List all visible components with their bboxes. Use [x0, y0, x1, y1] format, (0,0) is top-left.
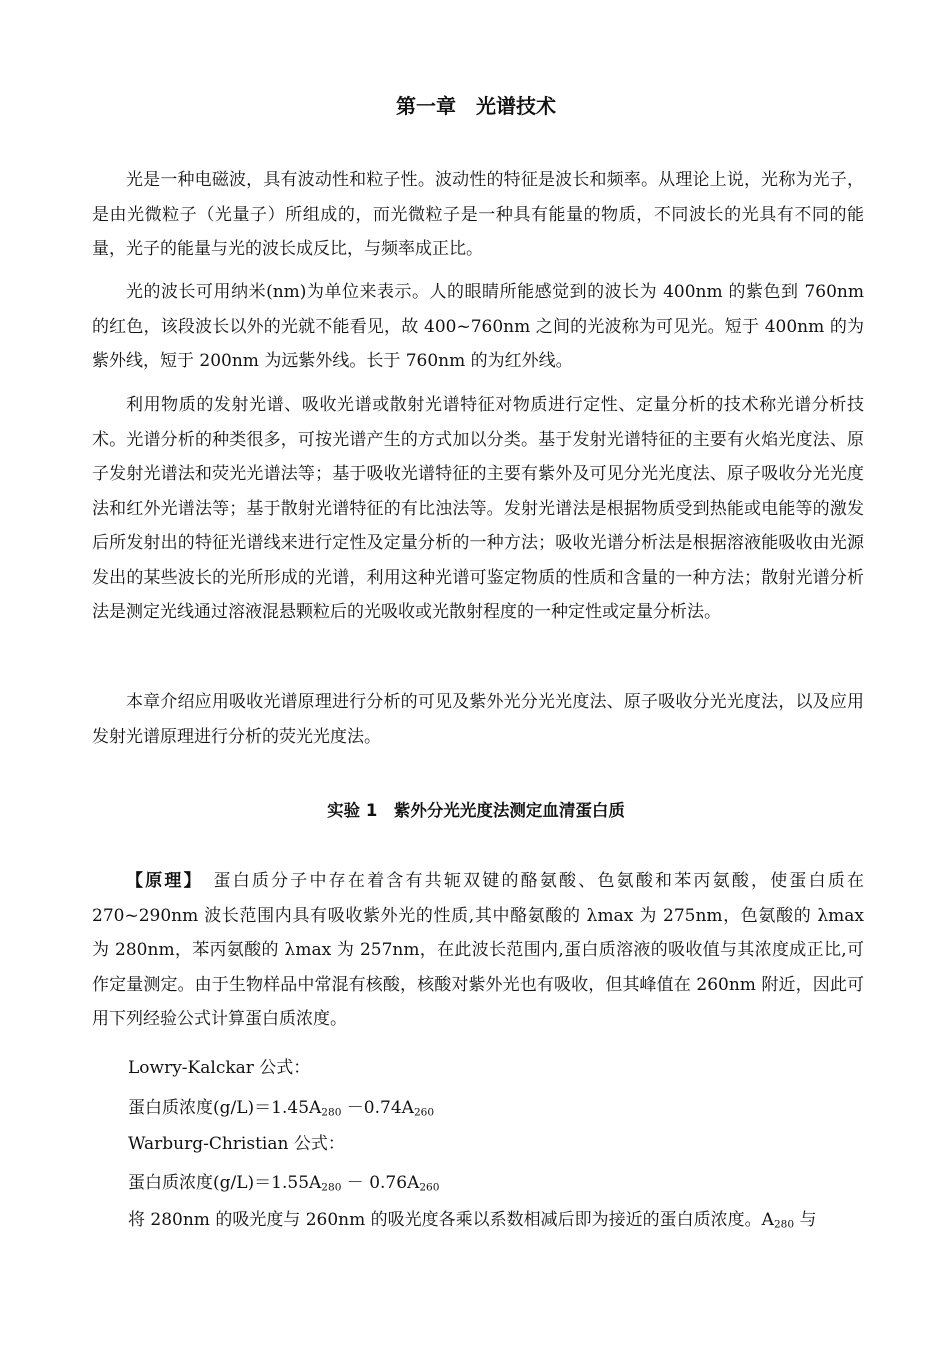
formula2-subscript-a: 280: [321, 1181, 342, 1194]
formula1-name: Lowry-Kalckar 公式：: [128, 1058, 311, 1078]
formula1-prefix: 蛋白质浓度(g/L)＝1.45A: [128, 1098, 322, 1118]
final-line-text: 将 280nm 的吸光度与 260nm 的吸光度各乘以系数相减后即为接近的蛋白质浓度。A: [128, 1210, 774, 1230]
formula2-name: Warburg-Christian 公式：: [128, 1134, 345, 1154]
principle-paragraph: [92, 864, 864, 1037]
formula1-middle: －0.74A: [341, 1098, 414, 1118]
final-line-subscript: 280: [773, 1218, 795, 1231]
chapter-title: 第一章 光谱技术: [396, 94, 556, 118]
formula2-equation: [128, 1166, 439, 1201]
formula1-equation: [128, 1091, 434, 1126]
formula2-middle: － 0.76A: [341, 1173, 420, 1193]
intro-paragraph-2: 光的波长可用纳米(nm)为单位来表示。人的眼睛所能感觉到的波长为 400nm 的紫色到 760nm 的红色，该段波长以外的光就不能看见，故 400~760nm 之间的光波称为可见光。短于 400nm 的为紫外线，短于 200nm 为远紫外线。长于 760nm 的为红外线。: [92, 282, 864, 371]
final-line-tail: 与: [794, 1210, 817, 1230]
formula2-prefix: 蛋白质浓度(g/L)＝1.55A: [128, 1173, 322, 1193]
intro-paragraph-3: 利用物质的发射光谱、吸收光谱或散射光谱特征对物质进行定性、定量分析的技术称光谱分析技术。光谱分析的种类很多，可按光谱产生的方式加以分类。基于发射光谱特征的主要有火焰光度法、原子发射光谱法和荧光光谱法等；基于吸收光谱特征的主要有紫外及可见分光光度法、原子吸收分光光度法和红外光谱法等；基于散射光谱特征的有比浊法等。发射光谱法是根据物质受到热能或电能等的激发后所发射出的特征光谱线来进行定性及定量分析的一种方法；吸收光谱分析法是根据溶液能吸收由光源发出的某些波长的光所形成的光谱，利用这种光谱可鉴定物质的性质和含量的一种方法；散射光谱分析法是测定光线通过溶液混悬颗粒后的光吸收或光散射程度的一种定性或定量分析法。: [92, 395, 864, 622]
formula1-subscript-a: 280: [321, 1106, 342, 1119]
intro-paragraph-1: 光是一种电磁波，具有波动性和粒子性。波动性的特征是波长和频率。从理论上说，光称为光子，是由光微粒子（光量子）所组成的，而光微粒子是一种具有能量的物质，不同波长的光具有不同的能量，光子的能量与光的波长成反比，与频率成正比。: [92, 170, 864, 259]
principle-text: 蛋白质分子中存在着含有共轭双键的酪氨酸、色氨酸和苯丙氨酸，使蛋白质在 270~290nm 波长范围内具有吸收紫外光的性质,其中酪氨酸的 λmax 为 275nm，色氨酸的 λmax 为 280nm，苯丙氨酸的 λmax 为 257nm，在此波长范围内,蛋白质溶液的吸收值与其浓度成正比,可作定量测定。由于生物样品中常混有核酸，核酸对紫外光也有吸收，但其峰值在 260nm 附近，因此可用下列经验公式计算蛋白质浓度。: [92, 871, 865, 1029]
principle-label: 【原理】: [126, 871, 195, 891]
intro-paragraph-4: 本章介绍应用吸收光谱原理进行分析的可见及紫外光分光光度法、原子吸收分光光度法，以及应用发射光谱原理进行分析的荧光光度法。: [92, 692, 864, 747]
formula2-subscript-b: 260: [419, 1181, 440, 1194]
formula1-subscript-b: 260: [413, 1106, 435, 1119]
final-line: [128, 1203, 816, 1238]
experiment-title: 实验 1 紫外分光光度法测定血清蛋白质: [327, 801, 625, 820]
